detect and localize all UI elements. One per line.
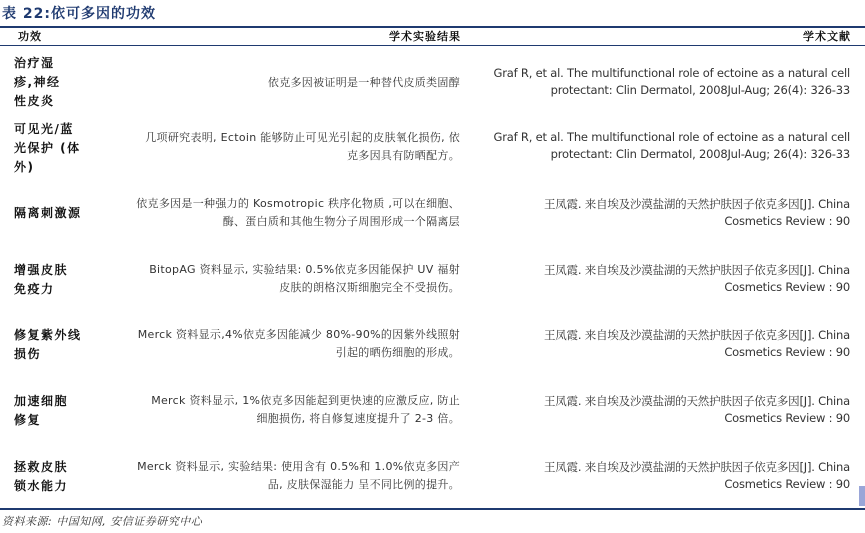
effect-cell: 增强皮肤 免疫力 [14,263,69,296]
reference-cell: Graf R, et al. The multifunctional role of ectoine as a natural cell protectant: Clin Dermatol, 2008Jul-Aug; 26(4): 326-33 [493,130,850,161]
result-cell: Merck 资料显示,4%依克多因能减少 80%-90%的因紫外线照射 引起的晒伤细胞的形成。 [137,328,460,359]
header-effect: 功效 [18,30,42,43]
reference-cell: Graf R, et al. The multifunctional role of ectoine as a natural cell protectant: Clin Dermatol, 2008Jul-Aug; 26(4): 326-33 [493,66,850,97]
effect-cell: 可见光/蓝 光保护 (体 外) [14,122,81,174]
header-result: 学术实验结果 [389,30,461,43]
result-cell: 几项研究表明, Ectoin 能够防止可见光引起的皮肤氧化损伤, 依 克多因具有防晒配方。 [145,131,460,162]
bottom-rule [0,508,865,510]
reference-cell: 王凤霞. 来自埃及沙漠盐湖的天然护肤因子依克多因[J]. China Cosmetics Review : 90 [543,460,850,491]
source-note: 资料来源: 中国知网, 安信证券研究中心 [2,515,203,528]
result-cell: 依克多因是一种强力的 Kosmotropic 秩序化物质 ,可以在细胞、 酶、蛋白质和其他生物分子周围形成一个隔离层 [136,197,460,228]
table-title: 表 22:依可多因的功效 [2,6,156,22]
header-rule [0,45,865,46]
reference-cell: 王凤霞. 来自埃及沙漠盐湖的天然护肤因子依克多因[J]. China Cosmetics Review : 90 [543,328,850,359]
effect-cell: 隔离刺激源 [14,206,82,220]
result-cell: BitopAG 资料显示, 实验结果: 0.5%依克多因能保护 UV 福射 皮肤的朗格汉斯细胞完全不受损伤。 [149,263,460,294]
effect-cell: 治疗湿 疹,神经 性皮炎 [14,56,61,108]
effect-cell: 加速细胞 修复 [14,394,69,427]
reference-cell: 王凤霞. 来自埃及沙漠盐湖的天然护肤因子依克多因[J]. China Cosmetics Review : 90 [543,263,850,294]
effect-cell: 拯救皮肤 锁水能力 [14,460,69,493]
result-cell: Merck 资料显示, 实验结果: 使用含有 0.5%和 1.0%依克多因产 品, 皮肤保湿能力 呈不同比例的提升。 [137,460,460,491]
result-cell: Merck 资料显示, 1%依克多因能起到更快速的应激反应, 防止 细胞损伤, 将自修复速度提升了 2-3 倍。 [151,394,460,425]
header-reference: 学术文献 [803,30,851,43]
result-cell: 依克多因被证明是一种替代皮质类固醇 [267,76,460,89]
reference-cell: 王凤霞. 来自埃及沙漠盐湖的天然护肤因子依克多因[J]. China Cosmetics Review : 90 [543,197,850,228]
effect-cell: 修复紫外线 损伤 [14,328,82,361]
reference-cell: 王凤霞. 来自埃及沙漠盐湖的天然护肤因子依克多因[J]. China Cosmetics Review : 90 [543,394,850,425]
page-edge-marker [859,486,865,506]
